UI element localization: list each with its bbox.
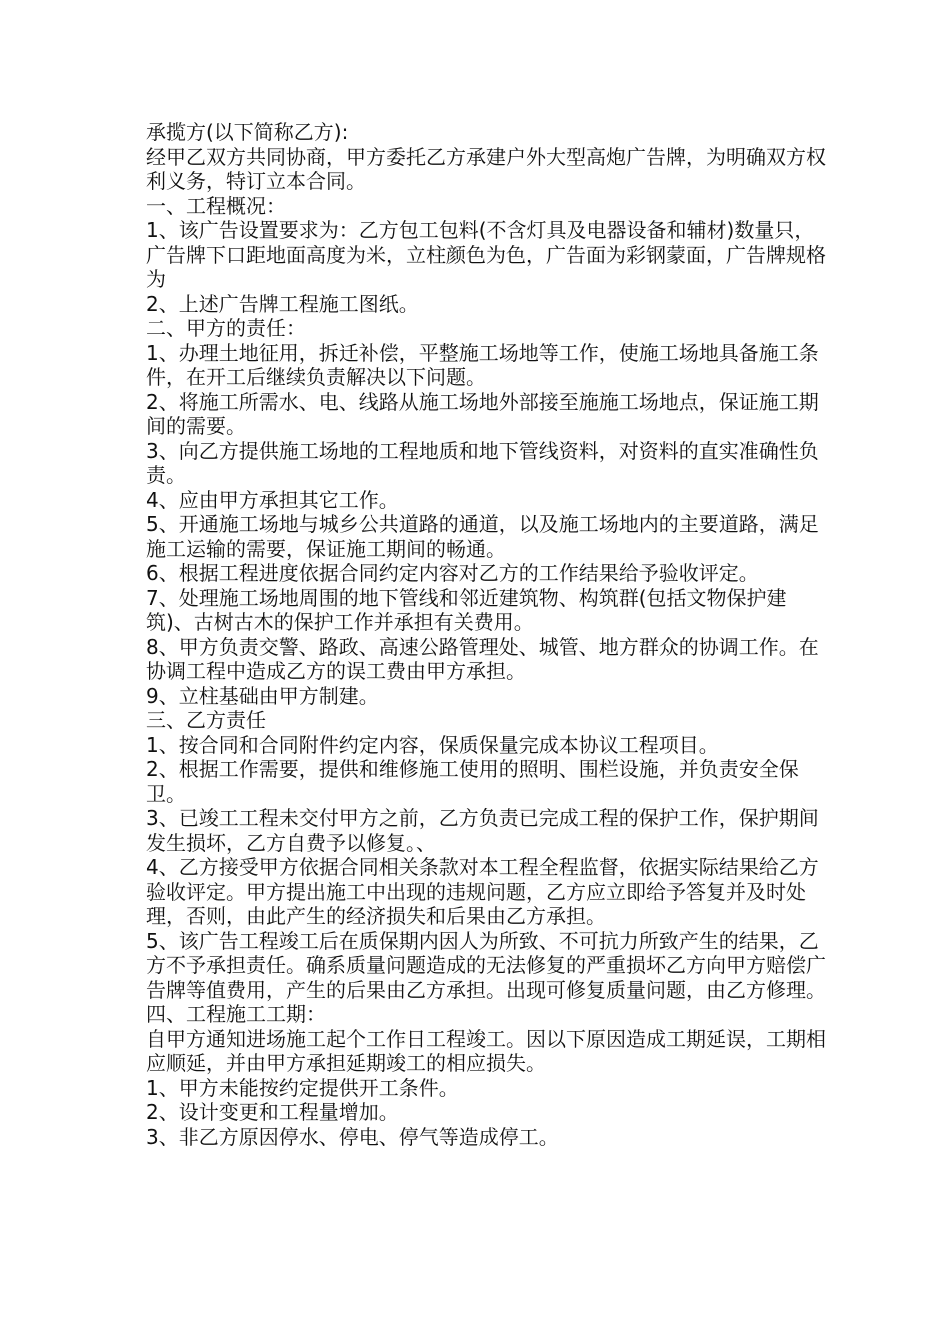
- section-heading-overview: 一、工程概况：: [146, 193, 286, 218]
- party-b-item-2: 2、根据工作需要，提供和维修施工使用的照明、围栏设施，并负责安全保卫。: [146, 757, 799, 806]
- section-heading-party-a: 二、甲方的责任：: [146, 316, 306, 340]
- party-a-item-6: 6、根据工程进度依据合同约定内容对乙方的工作结果给予验收评定。: [146, 561, 759, 585]
- party-a-item-7: 7、处理施工场地周围的地下管线和邻近建筑物、构筑群(包括文物保护建筑)、古树古木的保护工作并承担有关费用。: [146, 585, 787, 634]
- schedule-item-1: 1、甲方未能按约定提供开工条件。: [146, 1075, 459, 1100]
- party-b-item-5: 5、该广告工程竣工后在质保期内因人为所致、不可抗力所致产生的结果，乙方不予承担责任。确系质量问题造成的无法修复的严重损坏乙方向甲方赔偿广告牌等值费用，产生的后果由乙方承担。出现可修复质量问题，由乙方修理。: [146, 928, 826, 1002]
- overview-item-1: 1、该广告设置要求为：乙方包工包料(不含灯具及电器设备和辅材)数量只，广告牌下口距地面高度为米，立柱颜色为色，广告面为彩钢蒙面，广告牌规格为: [146, 218, 826, 291]
- party-a-item-3: 3、向乙方提供施工场地的工程地质和地下管线资料，对资料的直实准确性负责。: [146, 438, 819, 487]
- party-a-item-9: 9、立柱基础由甲方制建。: [146, 683, 379, 708]
- party-a-item-5: 5、开通施工场地与城乡公共道路的通道，以及施工场地内的主要道路，满足施工运输的需要，保证施工期间的畅通。: [146, 512, 819, 561]
- party-a-item-1: 1、办理土地征用，拆迁补偿，平整施工场地等工作，使施工场地具备施工条件，在开工后继续负责解决以下问题。: [146, 340, 819, 389]
- contractor-line: 承揽方(以下简称乙方):: [146, 120, 349, 144]
- overview-item-2: 2、上述广告牌工程施工图纸。: [146, 291, 419, 316]
- schedule-item-2: 2、设计变更和工程量增加。: [146, 1100, 399, 1124]
- contract-body: [146, 120, 826, 1149]
- party-b-item-4: 4、乙方接受甲方依据合同相关条款对本工程全程监督，依据实际结果给乙方验收评定。甲方提出施工中出现的违规问题，乙方应立即给予答复并及时处理，否则，由此产生的经济损失和后果由乙方承担。: [146, 855, 819, 928]
- schedule-paragraph: 自甲方通知进场施工起个工作日工程竣工。因以下原因造成工期延误，工期相应顺延，并由甲方承担延期竣工的相应损失。: [146, 1026, 826, 1075]
- schedule-item-3: 3、非乙方原因停水、停电、停气等造成停工。: [146, 1124, 559, 1149]
- section-heading-party-b: 三、乙方责任: [146, 708, 266, 732]
- section-heading-schedule: 四、工程施工工期：: [146, 1002, 326, 1026]
- party-b-item-3: 3、已竣工工程未交付甲方之前，乙方负责已完成工程的保护工作，保护期间发生损坏，乙方自费予以修复。、: [146, 806, 819, 855]
- party-a-item-8: 8、甲方负责交警、路政、高速公路管理处、城管、地方群众的协调工作。在协调工程中造成乙方的误工费由甲方承担。: [146, 634, 819, 683]
- party-a-item-4: 4、应由甲方承担其它工作。: [146, 487, 399, 512]
- intro-paragraph: 经甲乙双方共同协商，甲方委托乙方承建户外大型高炮广告牌，为明确双方权利义务，特订立本合同。: [146, 144, 826, 193]
- party-b-item-1: 1、按合同和合同附件约定内容，保质保量完成本协议工程项目。: [146, 732, 719, 757]
- party-a-item-2: 2、将施工所需水、电、线路从施工场地外部接至施施工场地点，保证施工期间的需要。: [146, 389, 819, 438]
